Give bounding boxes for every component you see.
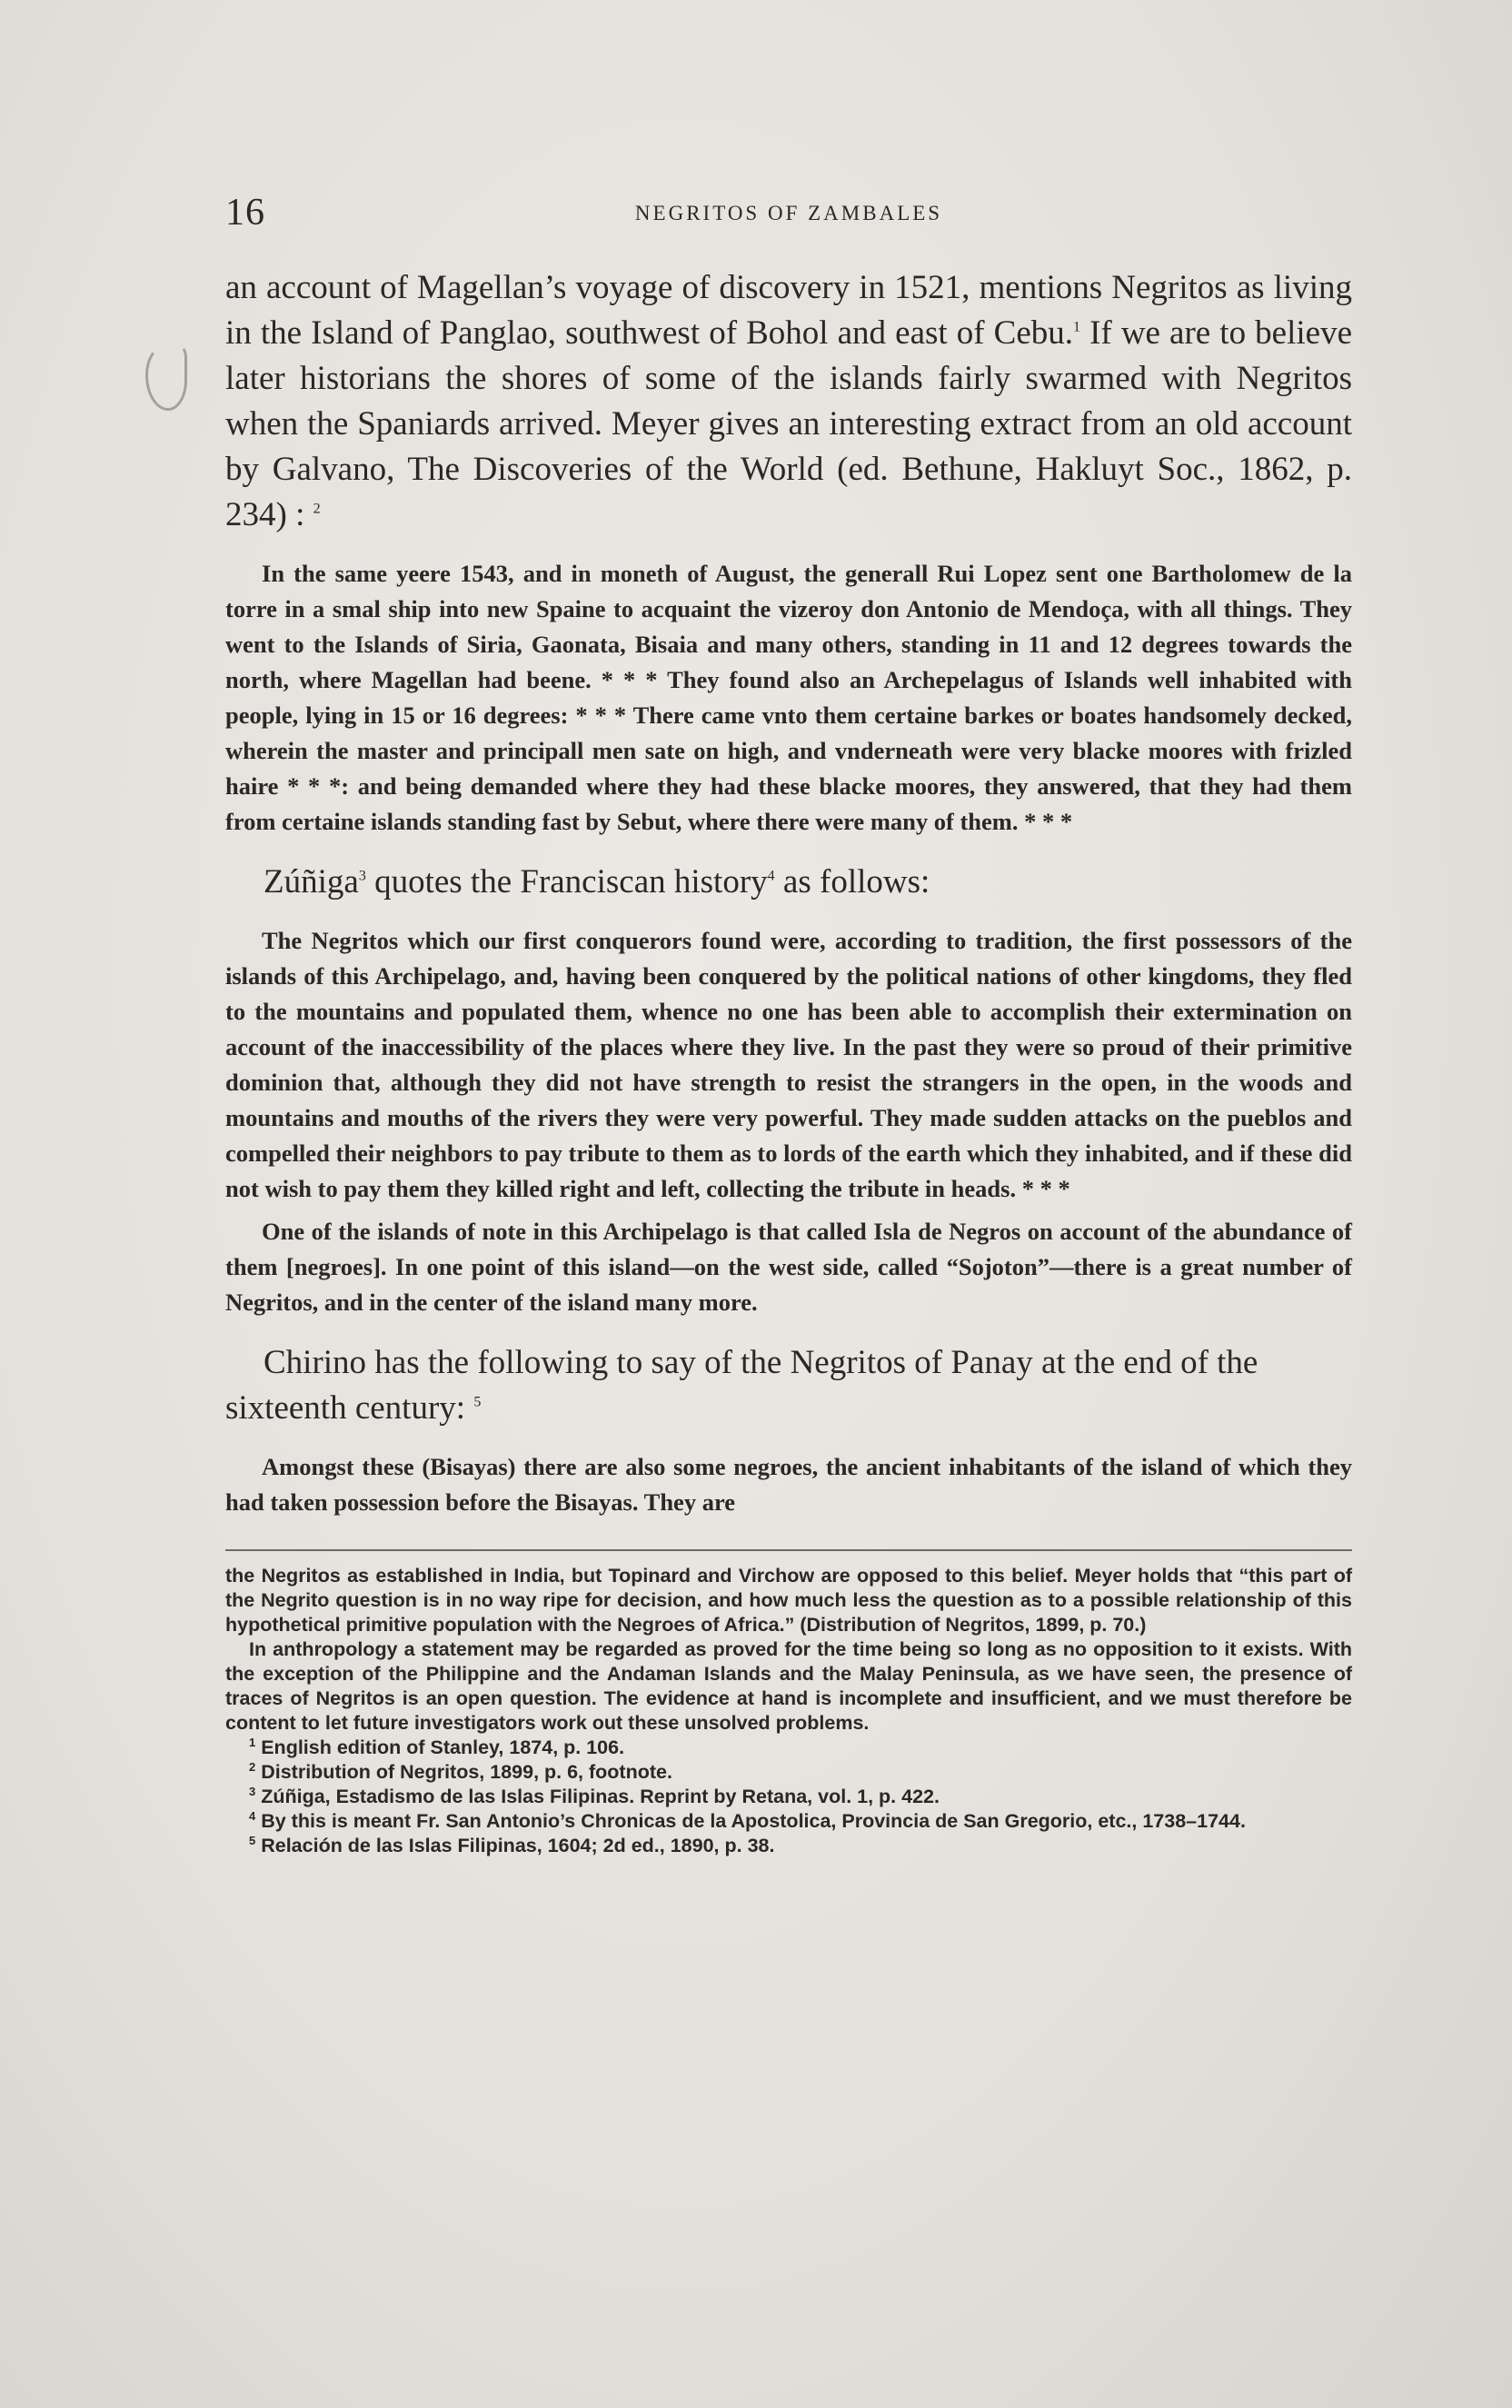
footnotes [225,1564,1352,1858]
body-paragraph-1-text-a: an account of Magellan’s voyage of discovery in 1521, mentions Negritos as living in the Island of Panglao, southwest of Bohol and east of Cebu. [225,269,1352,352]
footnote-item [225,1785,1352,1809]
body-paragraph-2-text-b: quotes the Franciscan history [365,863,768,901]
footnote-number: 4 [249,1808,256,1823]
body-paragraph-2-text-a: Zúñiga [264,863,359,901]
footnote-ref-3: 3 [358,868,366,884]
footnote-continuation-2: In anthropology a statement may be regarded as proved for the time being so long as no opposition to it exists. With the exception of the Philippine and the Andaman Islands and the Malay Peninsula, as we have seen, the presence of traces of Negritos is an open question. The evidence at hand is incomplete and insufficient, and we must therefore be content to let future investigators work out these unsolved problems. [225,1638,1352,1734]
footnote-continuation-1: the Negritos as established in India, but Topinard and Virchow are opposed to this belief. Meyer holds that “this part of the Negrito question is in no way ripe for decision, and how much less the question as to a possible relationship of this hypothetical primitive population with the Negroes of Africa.” (Distribution of Negritos, 1899, p. 70.) [225,1565,1352,1636]
footnote-number: 2 [249,1759,256,1774]
text-column [225,191,1352,1858]
running-head: NEGRITOS OF ZAMBALES [634,202,943,224]
footnote-number: 1 [249,1735,256,1749]
page-header [225,191,1352,249]
page-number: 16 [225,192,265,234]
footnote-ref-1: 1 [1073,319,1081,335]
footnote-text: English edition of Stanley, 1874, p. 106. [261,1736,625,1758]
footnote-text: Zúñiga, Estadismo de las Islas Filipinas. Reprint by Retana, vol. 1, p. 422. [261,1786,940,1807]
body-paragraph-3 [225,1340,1352,1431]
block-quote-galvano: In the same yeere 1543, and in moneth of August, the generall Rui Lopez sent one Bartholomew de la torre in a smal ship into new Spaine to acquaint the vizeroy don Antonio de Mendoça, with all things. They went to the Islands of Siria, Gaonata, Bisaia and many others, standing in 11 and 12 degrees towards the north, where Magellan had beene. * * * They found also an Archepelagus of Islands well inhabited with people, lying in 15 or 16 degrees: * * * There came vnto them certaine barkes or boates handsomely decked, wherein the master and principall men sate on high, and vnderneath were very blacke moores with frizled haire * * *: and being demanded where they had these blacke moores, they answered, that they had them from certaine islands standing fast by Sebut, where there were many of them. * * * [225,560,1352,835]
body-paragraph-3-text: Chirino has the following to say of the Negritos of Panay at the end of the sixteenth century: [225,1344,1258,1427]
body-paragraph-2 [225,860,1352,905]
footnote-text: Relación de las Islas Filipinas, 1604; 2d ed., 1890, p. 38. [261,1835,775,1856]
footnote-number: 5 [249,1833,256,1847]
body-paragraph-2-text-c: as follows: [774,863,930,901]
footnote-item [225,1834,1352,1858]
body-paragraph-1-text-b: If we are to believe later historians the shores of some of the islands fairly swarmed with Negritos when the Spaniards arrived. Meyer gives an interesting extract from an old account by Galvano, The Discoveries of the World (ed. Bethune, Hakluyt Soc., 1862, p. 234) : [225,314,1352,533]
footnote-ref-5: 5 [473,1394,482,1410]
block-quote-franciscan: The Negritos which our first conquerors found were, according to tradition, the first possessors of the islands of this Archipelago, and, having been conquered by the political nations of other kingdoms, they fled to the mountains and populated them, whence no one has been able to accomplish their extermination on account of the inaccessibility of the places where they live. In the past they were so proud of their primitive dominion that, although they did not have strength to resist the strangers in the open, in the woods and mountains and mouths of the rivers they were very powerful. They made sudden attacks on the pueblos and compelled their neighbors to pay tribute to them as to lords of the earth which they inhabited, and if these did not wish to pay them they killed right and left, collecting the tribute in heads. * * * [225,927,1352,1202]
footnote-ref-4: 4 [767,868,775,884]
footnote-rule [225,1549,1352,1551]
block-quote-negros: One of the islands of note in this Archipelago is that called Isla de Negros on account of the abundance of them [negroes]. In one point of this island—on the west side, called “Sojoton”—there is a great number of Negritos, and in the center of the island many more. [225,1218,1352,1316]
footnote-text: Distribution of Negritos, 1899, p. 6, footnote. [261,1761,672,1783]
block-quote-chirino: Amongst these (Bisayas) there are also some negroes, the ancient inhabitants of the island of which they had taken possession before the Bisayas. They are [225,1453,1352,1516]
footnote-number: 3 [249,1784,256,1798]
margin-pencil-mark [145,345,187,411]
footnote-item [225,1809,1352,1834]
footnote-item [225,1760,1352,1785]
footnote-ref-2: 2 [313,501,321,517]
footnote-text: By this is meant Fr. San Antonio’s Chronicas de la Apostolica, Provincia de San Gregorio, etc., 1738–1744. [261,1810,1246,1832]
body-paragraph-1 [225,265,1352,538]
footnote-item [225,1736,1352,1760]
